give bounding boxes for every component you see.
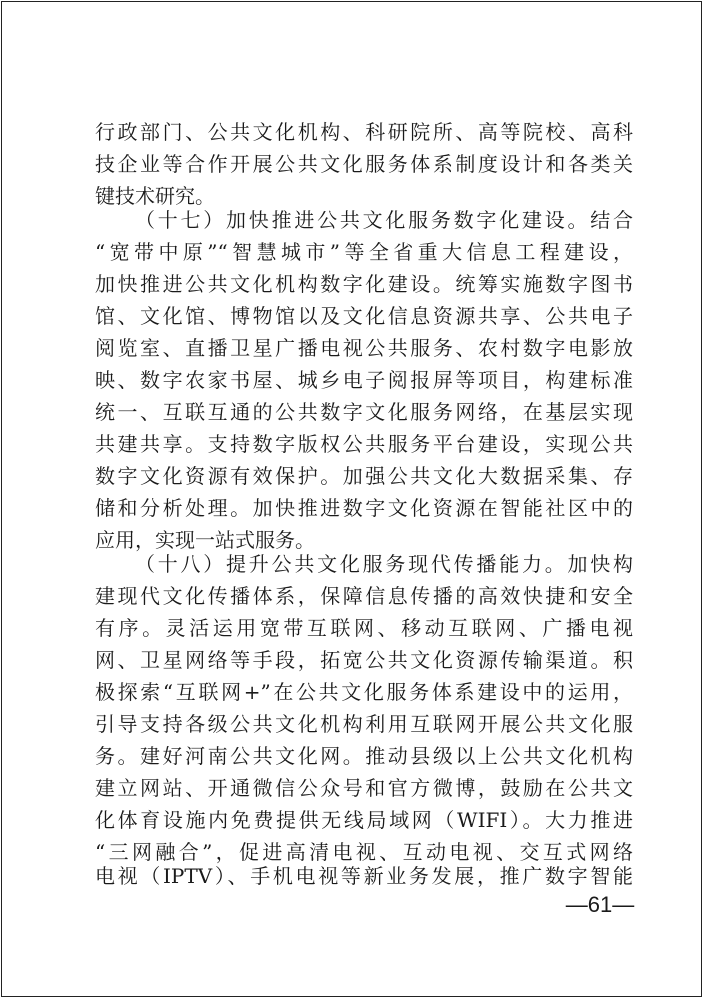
section-18-heading-rest: 加快构 xyxy=(567,552,634,576)
text-line-12: 数字文化资源有效保护。加强公共文化大数据采集、存 xyxy=(95,464,633,488)
text-line-7: 馆、文化馆、博物馆以及文化信息资源共享、公共电子 xyxy=(95,304,633,328)
text-line-24: “三网融合”，促进高清电视、互动电视、交互式网络 xyxy=(95,840,633,864)
text-line-17: 有序。灵活运用宽带互联网、移动互联网、广播电视 xyxy=(95,616,633,640)
text-line-20: 引导支持各级公共文化机构利用互联网开展公共文化服 xyxy=(95,712,633,736)
text-line-23: 化体育设施内免费提供无线局域网（WIFI）。大力推进 xyxy=(95,808,633,832)
text-line-10: 统一、互联互通的公共数字文化服务网络，在基层实现 xyxy=(95,400,633,424)
section-18-heading-line xyxy=(135,552,633,576)
text-line-8: 阅览室、直播卫星广播电视公共服务、农村数字电影放 xyxy=(95,336,633,360)
section-17-heading-line xyxy=(135,208,633,232)
section-17-heading: （十七）加快推进公共文化服务数字化建设。 xyxy=(135,208,591,232)
text-line-14: 应用，实现一站式服务。 xyxy=(95,528,315,552)
page-number: —61— xyxy=(565,892,635,917)
text-line-25: 电视（IPTV）、手机电视等新业务发展，推广数字智能 xyxy=(95,864,633,888)
text-line-18: 网、卫星网络等手段，拓宽公共文化资源传输渠道。积 xyxy=(95,648,633,672)
text-line-19: 极探索“互联网+”在公共文化服务体系建设中的运用， xyxy=(95,680,633,704)
section-17-heading-rest: 结合 xyxy=(590,208,634,232)
text-line-11: 共建共享。支持数字版权公共服务平台建设，实现公共 xyxy=(95,432,633,456)
text-line-5: “宽带中原”“智慧城市”等全省重大信息工程建设， xyxy=(95,240,633,264)
section-18-heading: （十八）提升公共文化服务现代传播能力。 xyxy=(135,552,568,576)
text-line-13: 储和分析处理。加快推进数字文化资源在智能社区中的 xyxy=(95,496,633,520)
text-line-21: 务。建好河南公共文化网。推动县级以上公共文化机构 xyxy=(95,744,633,768)
text-line-2: 技企业等合作开展公共文化服务体系制度设计和各类关 xyxy=(95,152,633,176)
text-line-1: 行政部门、公共文化机构、科研院所、高等院校、高科 xyxy=(95,120,633,144)
text-line-9: 映、数字农家书屋、城乡电子阅报屏等项目，构建标准 xyxy=(95,368,633,392)
text-line-16: 建现代文化传播体系，保障信息传播的高效快捷和安全 xyxy=(95,584,633,608)
text-line-6: 加快推进公共文化机构数字化建设。统筹实施数字图书 xyxy=(95,272,633,296)
text-line-22: 建立网站、开通微信公众号和官方微博，鼓励在公共文 xyxy=(95,776,633,800)
text-line-3: 键技术研究。 xyxy=(95,184,215,208)
